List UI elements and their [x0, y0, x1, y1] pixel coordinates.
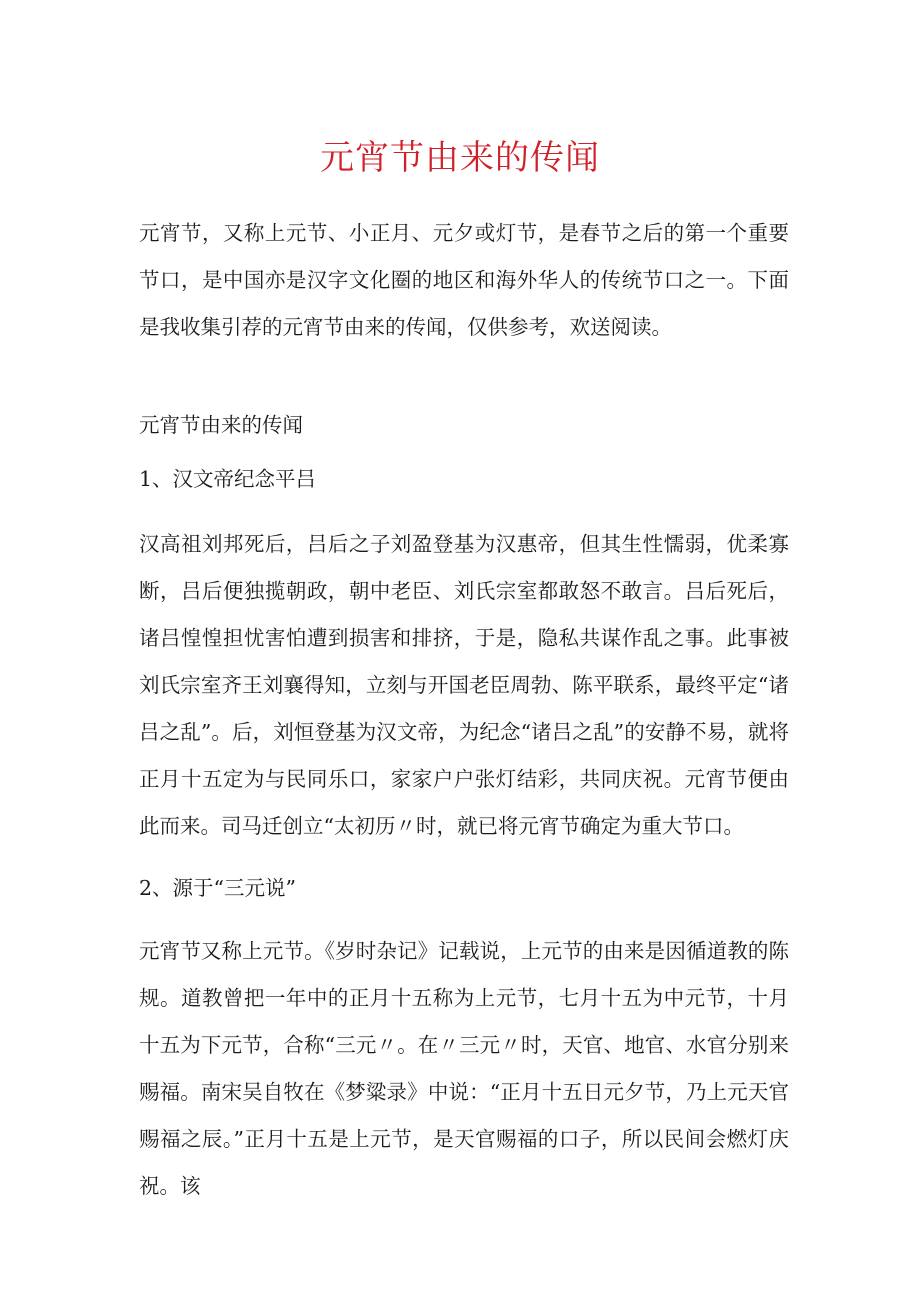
- item-2-paragraph: 元宵节又称上元节。《岁时杂记》记载说，上元节的由来是因循道教的陈规。道教曾把一年中的正月十五称为上元节，七月十五为中元节，十月十五为下元节，合称“三元〃。在〃三元〃时，天官、地官、水官分别来赐福。南宋吴自牧在《梦粱录》中说：“正月十五日元夕节，乃上元天官赐福之辰。”正月十五是上元节，是天官赐福的口子，所以民间会燃灯庆祝。该: [139, 939, 789, 1198]
- item-1-heading: 1、汉文帝纪念平吕: [139, 467, 317, 491]
- document-title: 元宵节由来的传闻: [320, 138, 600, 178]
- item-2-heading: 2、源于“三元说”: [139, 876, 297, 900]
- intro-paragraph: 元宵节，又称上元节、小正月、元夕或灯节，是春节之后的第一个重要节口，是中国亦是汉字文化圈的地区和海外华人的传统节口之一。下面是我收集引荐的元宵节由来的传闻，仅供参考，欢送阅读。: [139, 221, 789, 339]
- section-heading: 元宵节由来的传闻: [139, 413, 303, 437]
- item-1-paragraph: 汉高祖刘邦死后，吕后之子刘盈登基为汉惠帝，但其生性懦弱，优柔寡断，吕后便独揽朝政，朝中老臣、刘氏宗室都敢怒不敢言。吕后死后，诸吕惶惶担忧害怕遭到损害和排挤，于是，隐私共谋作乱之事。此事被刘氏宗室齐王刘襄得知，立刻与开国老臣周勃、陈平联系，最终平定“诸吕之乱”。后，刘恒登基为汉文帝，为纪念“诸吕之乱”的安静不易，就将正月十五定为与民同乐口，家家户户张灯结彩，共同庆祝。元宵节便由此而来。司马迁创立“太初历〃时，就已将元宵节确定为重大节口。: [139, 532, 789, 838]
